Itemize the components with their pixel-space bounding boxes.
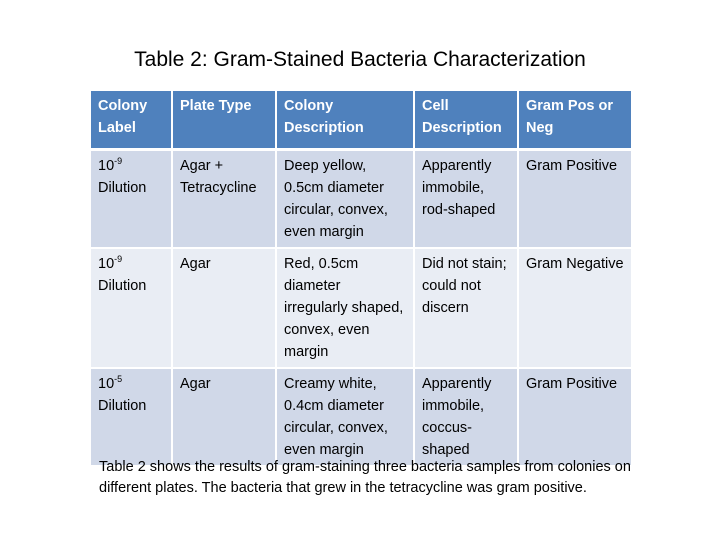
cell-plate-type: Agar + Tetracycline (172, 149, 276, 248)
header-plate-type: Plate Type (172, 91, 276, 149)
table-row (91, 248, 631, 368)
bacteria-table-container (91, 91, 631, 467)
bacteria-table (91, 91, 631, 467)
dilution-suffix: Dilution (98, 397, 147, 414)
cell-cell-description: Apparently immobile, coccus-shaped (414, 368, 518, 466)
dilution-exponent: -5 (114, 373, 123, 384)
cell-cell-description: Apparently immobile, rod-shaped (414, 149, 518, 248)
dilution-suffix: Dilution (98, 179, 147, 196)
header-colony-description: Colony Description (276, 91, 414, 149)
cell-colony-label (91, 149, 172, 248)
header-cell-description: Cell Description (414, 91, 518, 149)
dilution-exponent: -9 (114, 253, 123, 264)
slide-title: Table 2: Gram-Stained Bacteria Characterization (134, 48, 586, 71)
table-caption: Table 2 shows the results of gram-staining three bacteria samples from colonies on different plates. The bacteria that grew in the tetracycline was gram positive. (99, 459, 631, 496)
cell-plate-type: Agar (172, 248, 276, 368)
cell-colony-description: Creamy white, 0.4cm diameter circular, convex, even margin (276, 368, 414, 466)
cell-colony-label (91, 248, 172, 368)
cell-plate-type: Agar (172, 368, 276, 466)
table-header-row (91, 91, 631, 149)
cell-colony-description: Red, 0.5cm diameter irregularly shaped, convex, even margin (276, 248, 414, 368)
dilution-base: 10 (98, 375, 115, 392)
header-colony-label: Colony Label (91, 91, 172, 149)
cell-gram-result: Gram Positive (518, 149, 631, 248)
table-row (91, 368, 631, 466)
cell-colony-label (91, 368, 172, 466)
dilution-base: 10 (98, 157, 115, 174)
table-row (91, 149, 631, 248)
cell-gram-result: Gram Negative (518, 248, 631, 368)
header-gram-result: Gram Pos or Neg (518, 91, 631, 149)
cell-gram-result: Gram Positive (518, 368, 631, 466)
cell-colony-description: Deep yellow, 0.5cm diameter circular, convex, even margin (276, 149, 414, 248)
dilution-exponent: -9 (114, 155, 123, 166)
dilution-suffix: Dilution (98, 277, 147, 294)
cell-cell-description: Did not stain; could not discern (414, 248, 518, 368)
dilution-base: 10 (98, 255, 115, 272)
